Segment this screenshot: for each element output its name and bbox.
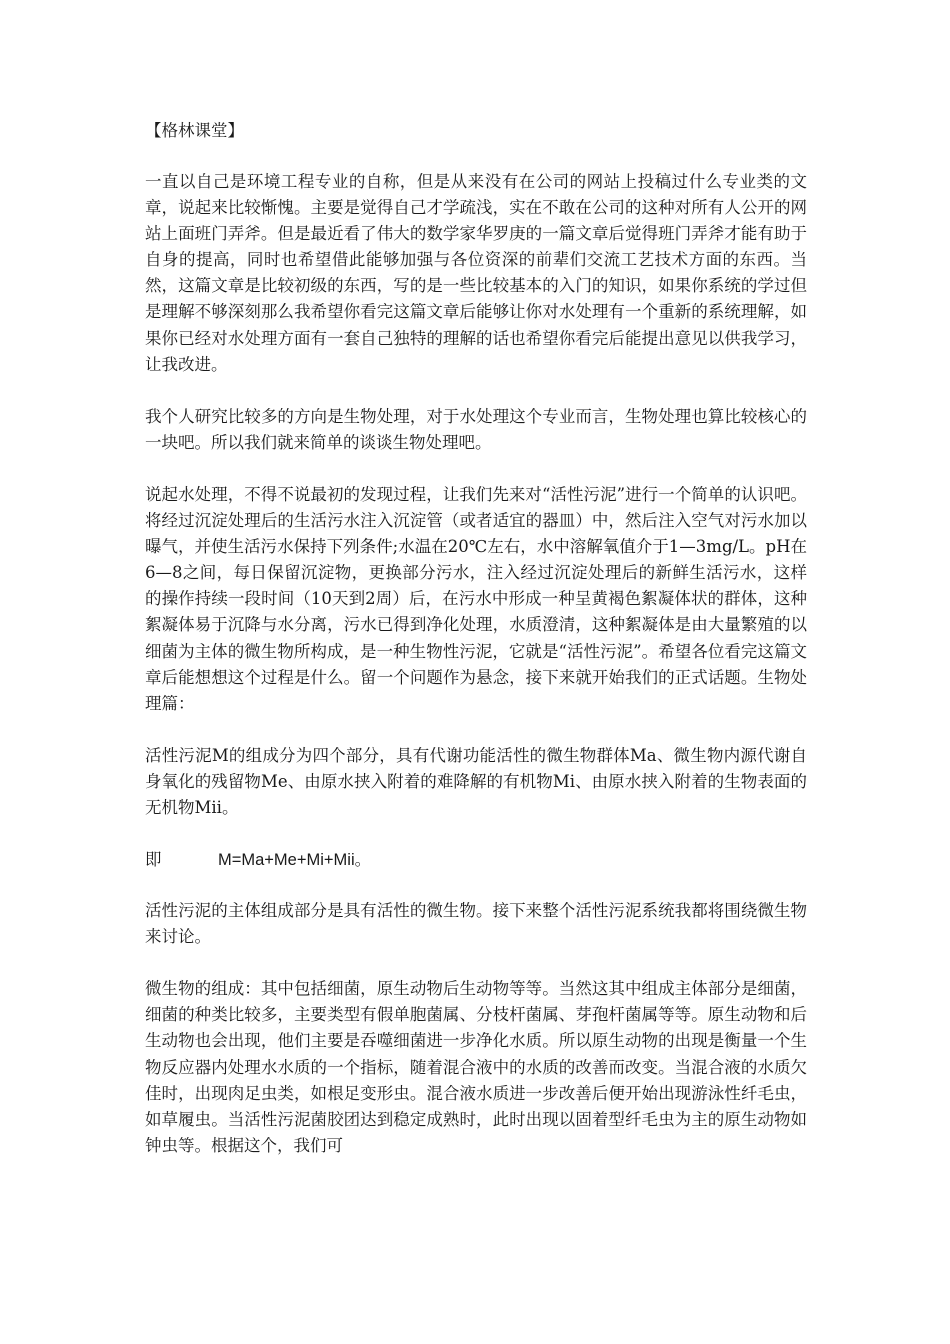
paragraph-intro: 一直以自己是环境工程专业的自称，但是从来没有在公司的网站上投稿过什么专业类的文章，说起来比较惭愧。主要是觉得自己才学疏浅，实在不敢在公司的这种对所有人公开的网站上面班门弄斧。但是最近看了伟大的数学家华罗庚的一篇文章后觉得班门弄斧才能有助于自身的提高，同时也希望借此能够加强与各位资深的前辈们交流工艺技术方面的东西。当然，这篇文章是比较初级的东西，写的是一些比较基本的入门的知识，如果你系统的学过但是理解不够深刻那么我希望你看完这篇文章后能够让你对水处理有一个重新的系统理解，如果你已经对水处理方面有一套自己独特的理解的话也希望你看完后能提出意见以供我学习，让我改进。	[145, 172, 807, 374]
composition-formula	[145, 847, 807, 873]
paragraph-sludge-composition: 活性污泥M的组成分为四个部分，具有代谢功能活性的微生物群体Ma、微生物内源代谢自身氧化的残留物Me、由原水挟入附着的难降解的有机物Mi、由原水挟入附着的生物表面的无机物Mii。	[145, 745, 807, 817]
paragraph-activated-sludge-discovery: 说起水处理，不得不说最初的发现过程，让我们先来对“活性污泥”进行一个简单的认识吧。将经过沉淀处理后的生活污水注入沉淀管（或者适宜的器皿）中，然后注入空气对污水加以曝气，并使生活污水保持下列条件;水温在20℃左右，水中溶解氧值介于1—3mg/L。pH在6—8之间，每日保留沉淀物，更换部分污水，注入经过沉淀处理后的新鲜生活污水，这样的操作持续一段时间（10天到2周）后，在污水中形成一种呈黄褐色絮凝体状的群体，这种絮凝体易于沉降与水分离，污水已得到净化处理，水质澄清，这种絮凝体是由大量繁殖的以细菌为主体的微生物所构成，是一种生物性污泥，它就是“活性污泥”。希望各位看完这篇文章后能想想这个过程是什么。留一个问题作为悬念，接下来就开始我们的正式话题。生物处理篇：	[145, 484, 807, 713]
formula-lead: 即	[145, 850, 162, 870]
paragraph-direction: 我个人研究比较多的方向是生物处理，对于水处理这个专业而言，生物处理也算比较核心的一块吧。所以我们就来简单的谈谈生物处理吧。	[145, 406, 807, 452]
paragraph-microorganisms: 微生物的组成：其中包括细菌，原生动物后生动物等等。当然这其中组成主体部分是细菌，细菌的种类比较多，主要类型有假单胞菌属、分枝杆菌属、芽孢杆菌属等等。原生动物和后生动物也会出现，他们主要是吞噬细菌进一步净化水质。所以原生动物的出现是衡量一个生物反应器内处理水水质的一个指标，随着混合液中的水质的改善而改变。当混合液的水质欠佳时，出现肉足虫类，如根足变形虫。混合液水质进一步改善后便开始出现游泳性纤毛虫，如草履虫。当活性污泥菌胶团达到稳定成熟时，此时出现以固着型纤毛虫为主的原生动物如钟虫等。根据这个，我们可	[145, 979, 807, 1155]
paragraph-main-component: 活性污泥的主体组成部分是具有活性的微生物。接下来整个活性污泥系统我都将围绕微生物来讨论。	[145, 901, 807, 947]
document-page	[145, 118, 807, 1185]
formula-expression: M=Ma+Me+Mi+Mii。	[218, 851, 372, 870]
document-heading: 【格林课堂】	[145, 121, 244, 140]
